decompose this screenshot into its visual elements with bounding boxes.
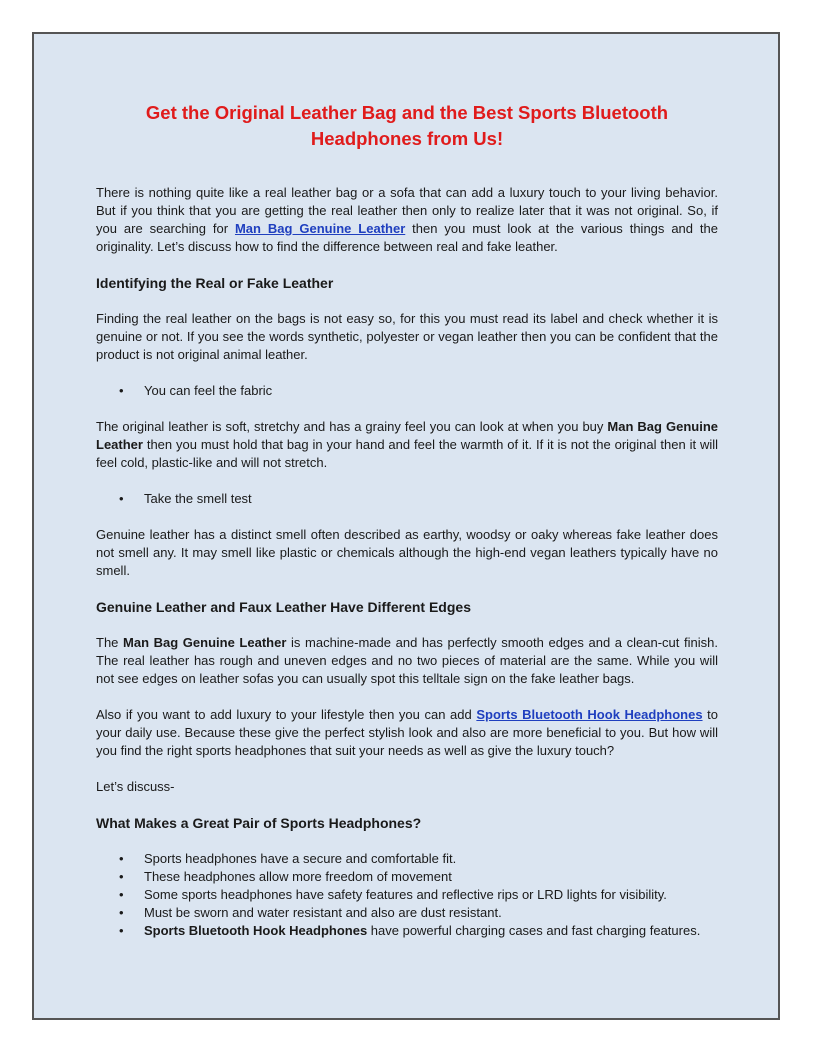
- intro-text-end: then you must look at the various things and the originality. Let’s discuss how to find the difference between real and fake leather.: [96, 221, 719, 254]
- features-bold-term: Sports Bluetooth Hook Headphones: [144, 923, 368, 938]
- feel-bold-term: Man Bag Genuine Leather: [96, 419, 718, 452]
- feel-paragraph: [96, 418, 718, 472]
- headphones-text-end: to your daily use. Because these give the perfect stylish look and also are more beneficial to you. But how will you find the right sports headphones that suit your needs as well as give the luxury touch?: [96, 707, 718, 758]
- section-heading-identifying: Identifying the Real or Fake Leather: [96, 275, 334, 291]
- man-bag-genuine-leather-link[interactable]: Man Bag Genuine Leather: [234, 221, 406, 236]
- intro-paragraph: [96, 184, 718, 256]
- list-item: • Some sports headphones have safety features and reflective rips or LRD lights for visibility.: [96, 886, 718, 904]
- identifying-paragraph: Finding the real leather on the bags is not easy so, for this you must read its label and check whether it is genuine or not. If you see the words synthetic, polyester or vegan leather then you can be confident that the product is not original animal leather.: [96, 311, 718, 362]
- page-frame: [32, 32, 780, 1020]
- document-content: [96, 100, 718, 940]
- headphones-text-start: Also if you want to add luxury to your lifestyle then you can add: [96, 707, 477, 722]
- edges-text-start: The: [96, 635, 124, 650]
- list-item: • Sports headphones have a secure and comfortable fit.: [96, 850, 718, 868]
- list-item: [96, 922, 718, 940]
- sports-bluetooth-hook-headphones-link[interactable]: Sports Bluetooth Hook Headphones: [476, 707, 703, 722]
- list-item: • You can feel the fabric: [96, 382, 718, 400]
- section-heading-great-pair: What Makes a Great Pair of Sports Headphones?: [96, 815, 422, 831]
- bullet-list-features: [96, 850, 718, 940]
- bullet-list-smell: [96, 490, 718, 508]
- headphones-paragraph: [96, 706, 718, 760]
- page-title: Get the Original Leather Bag and the Best Sports Bluetooth Headphones from Us!: [145, 102, 669, 149]
- bullet-list-feel: [96, 382, 718, 400]
- smell-paragraph: Genuine leather has a distinct smell often described as earthy, woodsy or oaky whereas fake leather does not smell any. It may smell like plastic or chemicals although the high-end vegan leathers typically have no smell.: [96, 527, 718, 578]
- section-heading-edges: Genuine Leather and Faux Leather Have Different Edges: [96, 599, 471, 615]
- edges-paragraph: [96, 634, 718, 688]
- edges-bold-term: Man Bag Genuine Leather: [123, 635, 287, 650]
- list-item: • Must be sworn and water resistant and also are dust resistant.: [96, 904, 718, 922]
- edges-text-end: is machine-made and has perfectly smooth edges and a clean-cut finish. The real leather has rough and uneven edges and no two pieces of material are the same. While you will not see edges on leather sofas you can usually spot this telltale sign on the fake leather bags.: [96, 635, 718, 686]
- intro-text-start: There is nothing quite like a real leather bag or a sofa that can add a luxury touch to your living behavior. But if you think that you are getting the real leather then only to realize later that it was not original. So, if you are searching for: [96, 185, 718, 236]
- lets-discuss-paragraph: Let’s discuss-: [96, 779, 175, 794]
- feel-text-start: The original leather is soft, stretchy and has a grainy feel you can look at when you buy: [96, 419, 608, 434]
- feel-text-end: then you must hold that bag in your hand and feel the warmth of it. If it is not the original then it will feel cold, plastic-like and will not stretch.: [96, 437, 718, 470]
- features-text-end: have powerful charging cases and fast charging features.: [367, 923, 701, 938]
- list-item: • These headphones allow more freedom of movement: [96, 868, 718, 886]
- list-item: • Take the smell test: [96, 490, 718, 508]
